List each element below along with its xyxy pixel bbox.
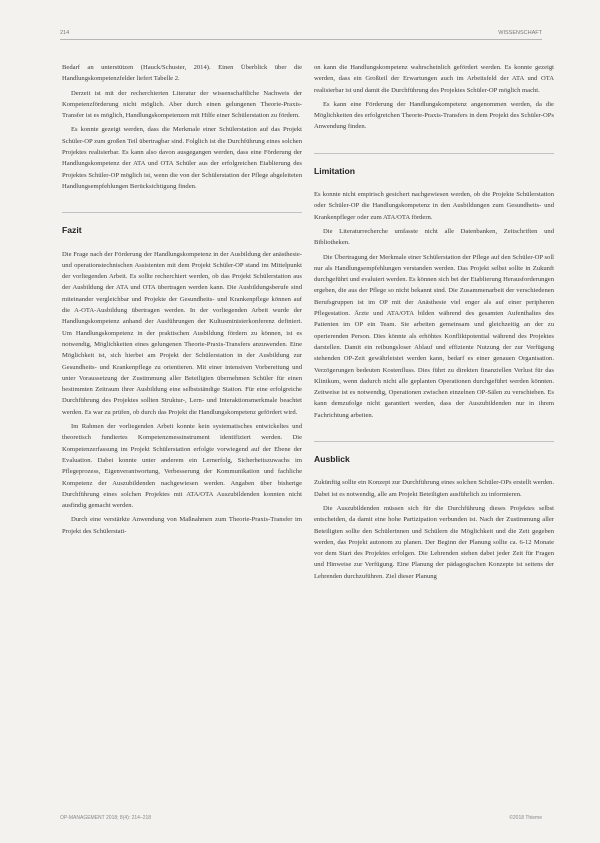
left-column [62,62,302,540]
paragraph: Derzeit ist mit der recherchierten Literatur der wissenschaftliche Nachweis der Kompetenzförderung nicht möglich. Aber durch einen gelungenen Theorie-Praxis-Transfer ist es möglich, Handlungskompetenzen mit Hilfe einer Schülerstation zu fördern. [62,89,302,120]
footer-citation: OP-MANAGEMENT 2018; 8(4): 214–218 [60,815,152,821]
footer-copyright: ©2018 Thieme [509,815,542,821]
section-heading-fazit: Fazit [62,212,302,236]
section-heading-limitation: Limitation [314,153,554,177]
page-footer [60,815,542,821]
paragraph: Bedarf an unterstützen (Hauck/Schuster, 2014). Einen Überblick über die Handlungskompetenzfelder liefert Tabelle 2. [62,64,302,83]
header-rule [60,39,542,40]
right-column [314,62,554,585]
paragraph: Die Übertragung der Merkmale einer Schülerstation der Pflege auf den Schüler-OP soll nur als Handlungsempfehlungen verstanden werden. Das Projekt selbst sollte in Zukunft durchgeführt und evaluiert werden. Es können sich bei der Etablierung Herausforderungen ergeben, die aus der Pflege so nicht bekannt sind. Die Zusammenarbeit der verschiedenen Berufsgruppen ist im OP mit der Anästhesie viel enger als auf einer peripheren Pflegestation. Ärzte und ATA/OTA bilden während des gesamten Aufenthaltes des Patienten im OP ein Team. Sie arbeiten gemeinsam und gleichzeitig an der zu operierenden Person. Dies könnte als erhöhtes Konfliktpotential während des Projektes darstellen. Damit ein reibungsloser Ablauf und effiziente Nutzung der zur Verfügung stehenden OP-Zeit gewährleistet werden kann, bedarf es einer genauen Organisation. Verzögerungen bedeuten Kostenfluss. Dies führt zu direkten finanziellen Verlust für das Klinikum, wenn dadurch nicht alle geplanten Operationen durchgeführt werden könnten. Zeitweise ist es notwendig, Operationen zwischen einzelnen OP-Sälen zu verschieben. Es kann demzufolge nicht garantiert werden, dass der Auszubildenden nur in ihrem Fachrichtung arbeiten. [314,253,554,419]
paragraph: Durch eine verstärkte Anwendung von Maßnahmen zum Theorie-Praxis-Transfer im Projekt des Schülerstati- [62,516,302,535]
paragraph: Die Frage nach der Förderung der Handlungskompetenz in der Ausbildung der anästhesie- und operationstechnischen Assistenten mit dem Projekt Schüler-OP stand im Mittelpunkt der vorliegenden Arbeit. Es sollte recherchiert werden, ob das Projekt Schülerstation aus der Ausbildung der ATA und OTA übertragen werden kann. Die Ausbildungsberufe sind miteinander vergleichbar und Projekte der Gesundheits- und Krankenpflege können auf die A-OTA-Ausbildung übertragen werden. In der vorliegenden Arbeit wurde der Handlungskompetenz anhand der Ausführungen der Kultusministerkonferenz definiert. Um Handlungskompetenz in der praktischen Ausbildung fördern zu können, ist es notwendig, Möglichkeiten eines gelungenen Theorie-Praxis-Transfers anzuwenden. Eine Möglichkeit ist, sich hierbei am Projekt der Schülerstation in der Ausbildung zur Gesundheits- und Krankenpflege zu orientieren. Mit einer intensiven Vorbereitung und unter Voraussetzung der Zustimmung aller Beteiligten übernehmen Schüler für einen bestimmten Zeitraum ihrer Ausbildung eine selbstständige Station. Für eine erfolgreiche Durchführung des Projektes sollten Struktur-, Lern- und Interaktionsmerkmale beachtet werden. Es war zu prüfen, ob durch das Projekt die Handlungskompetenz gefördert wird. [62,250,302,416]
running-head [60,30,542,36]
journal-section: WISSENSCHAFT [498,30,542,36]
paragraph: Es kann eine Förderung der Handlungskompetenz angenommen werden, da die Möglichkeiten des erfolgreichen Theorie-Praxis-Transfers in dem Projekt des Schüler-OPs Anwendung finden. [314,100,554,131]
paragraph: Die Auszubildenden müssen sich für die Durchführung dieses Projektes selbst entscheiden, da damit eine hohe Partizipation verbunden ist. Nach der Zustimmung aller Beteiligten sollte den Schülerinnen und Schülern die Möglichkeit und die Zeit gegeben werden, das Projekt autonom zu planen. Der Beginn der Planung sollte ca. 6-12 Monate vor dem Start des Projektes erfolgen. Die Lehrenden stehen dabei jeder Zeit für Fragen und Hinweise zur Verfügung. Eine Planung der pädagogischen Konzepte ist seitens der Lehrenden durchzuführen. Ziel dieser Planung [314,504,554,580]
paragraph: on kann die Handlungskompetenz wahrscheinlich gefördert werden. Es konnte gezeigt werden, dass ein Großteil der Erwartungen auch im Arbeitsfeld der ATA und OTA realisierbar ist und damit die Durchführung des Projektes Schüler-OP möglich macht. [314,64,554,94]
paragraph: Die Literaturrecherche umfasste nicht alle Datenbanken, Zeitschriften und Bibliotheken. [314,227,554,247]
paragraph: Zukünftig sollte ein Konzept zur Durchführung eines solchen Schüler-OPs erstellt werden. Dabei ist es notwendig, alle am Projekt Beteiligten ausführlich zu informieren. [314,479,554,498]
page-number: 214 [60,30,70,36]
paragraph: Es konnte nicht empirisch gesichert nachgewiesen werden, ob die Projekte Schülerstation oder Schüler-OP die Handlungskompetenz in den Ausbildungen zum Gesundheits- und Krankenpfleger oder zum ATA/OTA fördern. [314,191,554,221]
section-heading-ausblick: Ausblick [314,441,554,465]
paragraph: Im Rahmen der vorliegenden Arbeit konnte kein systematisches entwickeltes und theoretisch fundiertes Kompetenzmessinstrument identifiziert werden. Die Kompetenzerfassung im Projekt Schülerstation erfolgte vorwiegend auf der Ebene der Evaluation. Dabei konnte unter anderem ein Lernerfolg, Sicherheitszuwachs im Pflegeprozess, Eigenverantwortung, Verbesserung der Kommunikation und fachliche Kompetenz der Auszubildenden nachgewiesen werden. Angaben über bisherige Durchführung eines solchen Projektes mit ATA/OTA Auszubildenden konnten nicht ausfindig gemacht werden. [62,423,302,510]
paragraph: Es konnte gezeigt werden, dass die Merkmale einer Schülerstation auf das Projekt Schüler-OP zum großen Teil übertragbar sind. Folglich ist die Durchführung eines solchen Projektes realisierbar. Es kann also davon ausgegangen werden, dass eine Förderung der Handlungskompetenz der ATA und OTA Schüler aus der erfolgreichen Etablierung des Projektes Schüler-OP möglich ist, wenn die von der Schülerstation der Pflege abgeleiteten Handlungsempfehlungen Berücksichtigung finden. [62,126,302,190]
